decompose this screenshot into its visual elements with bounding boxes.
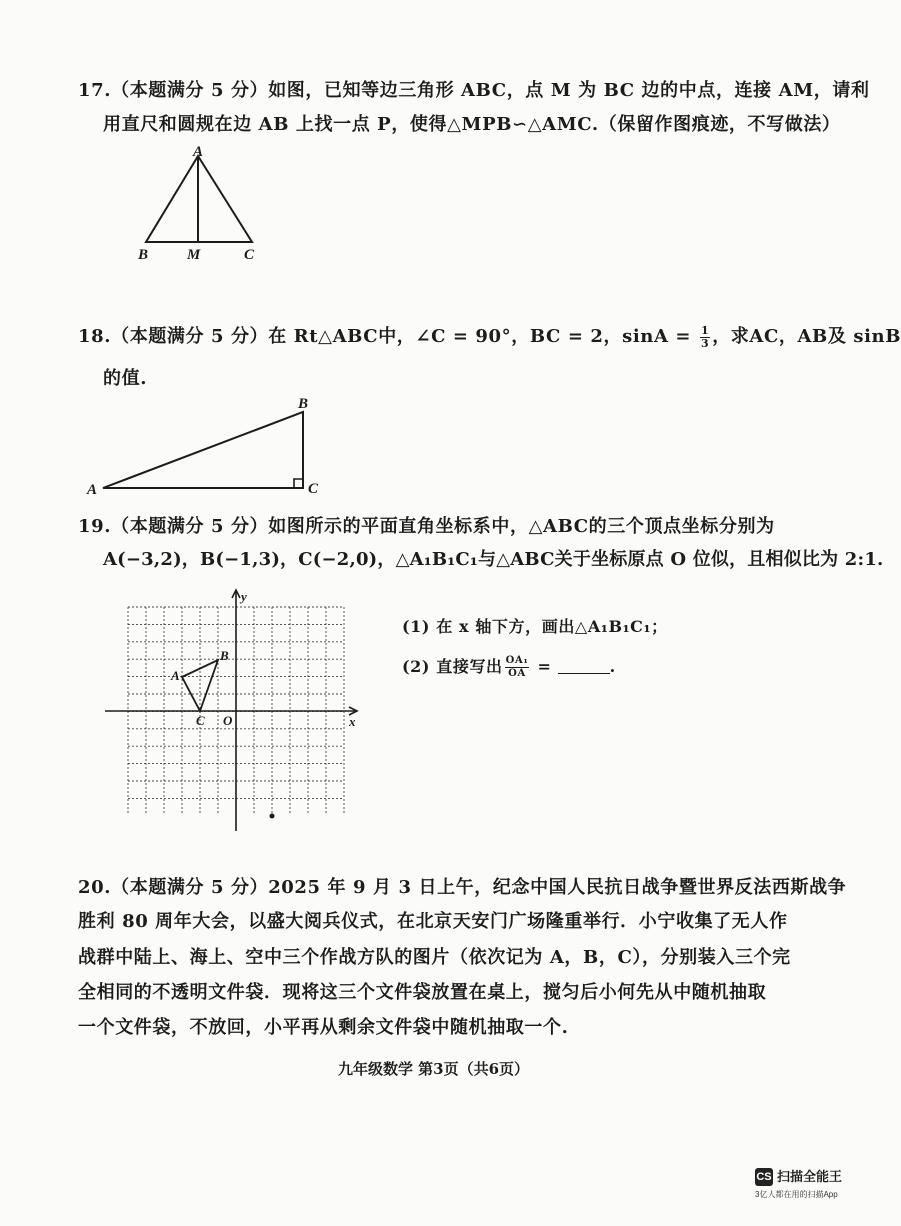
q17-label-c: C (244, 247, 255, 263)
q18-right-angle-mark (294, 479, 303, 488)
q17-triangle-figure (130, 140, 270, 265)
page-footer: 九年级数学 第3页（共6页） (337, 1060, 530, 1078)
q18-text-b: ，求AC，AB及 sinB (712, 326, 901, 347)
scanner-app-tagline: 3亿人都在用的扫描App (755, 1190, 838, 1199)
q18-triangle (103, 412, 303, 488)
q19-subquestion-2 (402, 654, 616, 680)
q17-label-b: B (138, 247, 149, 263)
q20-text: 2025 年 9 月 3 日上午，纪念中国人民抗日战争暨世界反法西斯战争 (268, 877, 847, 898)
q17-line-1 (78, 76, 870, 102)
q19-number: 19. (78, 516, 112, 537)
q18-text-a: 在 Rt△ABC中，∠C = 90°，BC = 2，sinA = (268, 326, 698, 347)
q20-number: 20. (78, 877, 112, 898)
q18-fraction (700, 325, 710, 350)
q18-score: （本题满分 5 分） (111, 326, 269, 347)
q19-line-2: A(−3,2)，B(−1,3)，C(−2,0)，△A₁B₁C₁与△ABC关于坐标原点 O 位似，且相似比为 2:1. (103, 549, 884, 570)
q19-score: （本题满分 5 分） (111, 516, 269, 537)
q19-line-1 (78, 512, 775, 538)
q19-label-b: B (220, 648, 229, 663)
q19-ratio-num: OA₁ (505, 655, 529, 666)
q17-number: 17. (78, 80, 112, 101)
q20-line-1 (78, 873, 846, 899)
q20-line-5: 一个文件袋，不放回，小平再从剩余文件袋中随机抽取一个. (78, 1017, 569, 1038)
q20-line-2: 胜利 80 周年大会，以盛大阅兵仪式，在北京天安门广场隆重举行．小宁收集了无人作 (78, 911, 788, 932)
scanner-watermark (755, 1168, 855, 1218)
q19-sub2-equals: = (531, 657, 558, 676)
q20-line-4: 全相同的不透明文件袋．现将这三个文件袋放置在桌上，搅匀后小何先从中随机抽取 (78, 982, 767, 1003)
q19-ratio-fraction (505, 655, 530, 680)
q20-line-3: 战群中陆上、海上、空中三个作战方队的图片（依次记为 A，B，C），分别装入三个完 (78, 947, 791, 968)
q17-score: （本题满分 5 分） (111, 80, 269, 101)
q19-sub2-end: . (609, 657, 616, 676)
q18-line-1 (78, 322, 901, 350)
q18-number: 18. (78, 326, 112, 347)
q17-label-a: A (193, 144, 204, 160)
q20-score: （本题满分 5 分） (111, 877, 269, 898)
q18-label-b: B (298, 396, 309, 412)
q17-label-m: M (187, 247, 201, 263)
q19-label-x: x (349, 714, 356, 729)
q19-sub2-prefix: (2) 直接写出 (402, 657, 503, 676)
q18-line-2: 的值. (103, 368, 148, 389)
q18-label-a: A (87, 482, 98, 498)
q19-coordinate-grid (105, 588, 365, 833)
cs-logo-icon: CS (755, 1168, 773, 1186)
q18-label-c: C (308, 481, 319, 497)
q17-text: 如图，已知等边三角形 ABC，点 M 为 BC 边的中点，连接 AM，请利 (268, 80, 870, 101)
q18-frac-num: 1 (700, 323, 710, 337)
scanner-app-name: 扫描全能王 (777, 1169, 843, 1184)
q19-label-c: C (196, 713, 205, 728)
q18-frac-den: 3 (700, 336, 710, 350)
q18-right-triangle-figure (85, 392, 335, 500)
q19-text: 如图所示的平面直角坐标系中，△ABC的三个顶点坐标分别为 (268, 516, 775, 537)
q19-answer-blank[interactable] (558, 657, 610, 674)
q19-label-o: O (223, 713, 233, 728)
q19-subquestion-1: (1) 在 x 轴下方，画出△A₁B₁C₁； (402, 617, 668, 636)
q17-line-2: 用直尺和圆规在边 AB 上找一点 P，使得△MPB∽△AMC.（保留作图痕迹，不写做法） (103, 114, 841, 135)
q19-dot (270, 814, 275, 819)
q19-label-a: A (171, 668, 180, 683)
q19-ratio-den: OA (508, 668, 526, 679)
q19-label-y: y (241, 589, 247, 604)
